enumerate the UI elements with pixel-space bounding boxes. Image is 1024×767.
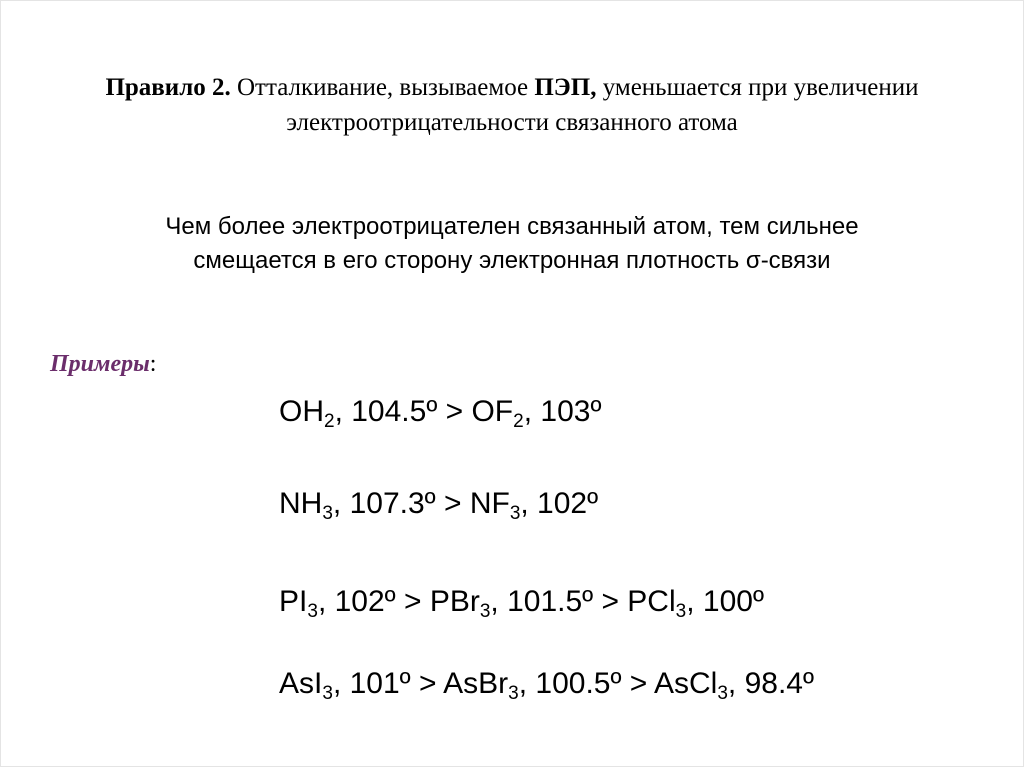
- example-line: [279, 664, 814, 704]
- example-line: [279, 582, 764, 622]
- example-line: [279, 484, 598, 524]
- rule-label: Правило 2.: [105, 74, 231, 101]
- bond-angle: , 102º: [520, 487, 599, 520]
- examples-label-word: Примеры: [50, 351, 150, 377]
- formula-subscript: 3: [717, 683, 728, 704]
- examples-label-colon: :: [149, 351, 157, 377]
- examples-label: [50, 348, 156, 380]
- explanation: [60, 210, 964, 278]
- bond-angle: , 103º: [523, 395, 602, 428]
- formula-subscript: 3: [322, 683, 333, 704]
- bond-angle: , 100.5º >: [518, 667, 654, 700]
- rule-term: ПЭП,: [534, 74, 597, 101]
- bond-angle: , 104.5º >: [334, 395, 472, 428]
- bond-angle: , 107.3º >: [332, 487, 470, 520]
- rule-line-2: электроотрицательности связанного атома: [286, 109, 738, 136]
- molecule-formula: PCl: [627, 585, 676, 618]
- molecule-formula: AsI: [279, 667, 323, 700]
- formula-subscript: 3: [508, 683, 519, 704]
- molecule-formula: OH: [279, 395, 324, 428]
- example-line: [279, 392, 601, 432]
- bond-angle: , 101º >: [332, 667, 444, 700]
- molecule-formula: OF: [471, 395, 514, 428]
- rule-text-after: уменьшается при увеличении: [596, 74, 919, 101]
- explanation-line-2: смещается в его сторону электронная плотность σ-связи: [193, 247, 831, 274]
- formula-subscript: 3: [479, 601, 491, 622]
- bond-angle: , 98.4º: [727, 667, 814, 700]
- bond-angle: , 100º: [686, 585, 764, 618]
- rule-heading: [30, 70, 994, 140]
- molecule-formula: AsBr: [443, 667, 509, 700]
- formula-subscript: 2: [324, 411, 335, 432]
- molecule-formula: NF: [469, 487, 510, 520]
- formula-subscript: 2: [513, 411, 524, 432]
- bond-angle: , 101.5º >: [490, 585, 628, 618]
- molecule-formula: PI: [279, 585, 308, 618]
- explanation-line-1: Чем более электроотрицателен связанный атом, тем сильнее: [165, 213, 859, 240]
- molecule-formula: AsCl: [653, 667, 718, 700]
- formula-subscript: 3: [509, 503, 521, 524]
- formula-subscript: 3: [675, 601, 687, 622]
- rule-text-before: Отталкивание, вызываемое: [230, 74, 535, 101]
- formula-subscript: 3: [307, 601, 318, 622]
- bond-angle: , 102º >: [317, 585, 430, 618]
- molecule-formula: PBr: [429, 585, 480, 618]
- formula-subscript: 3: [322, 503, 333, 524]
- molecule-formula: NH: [279, 487, 323, 520]
